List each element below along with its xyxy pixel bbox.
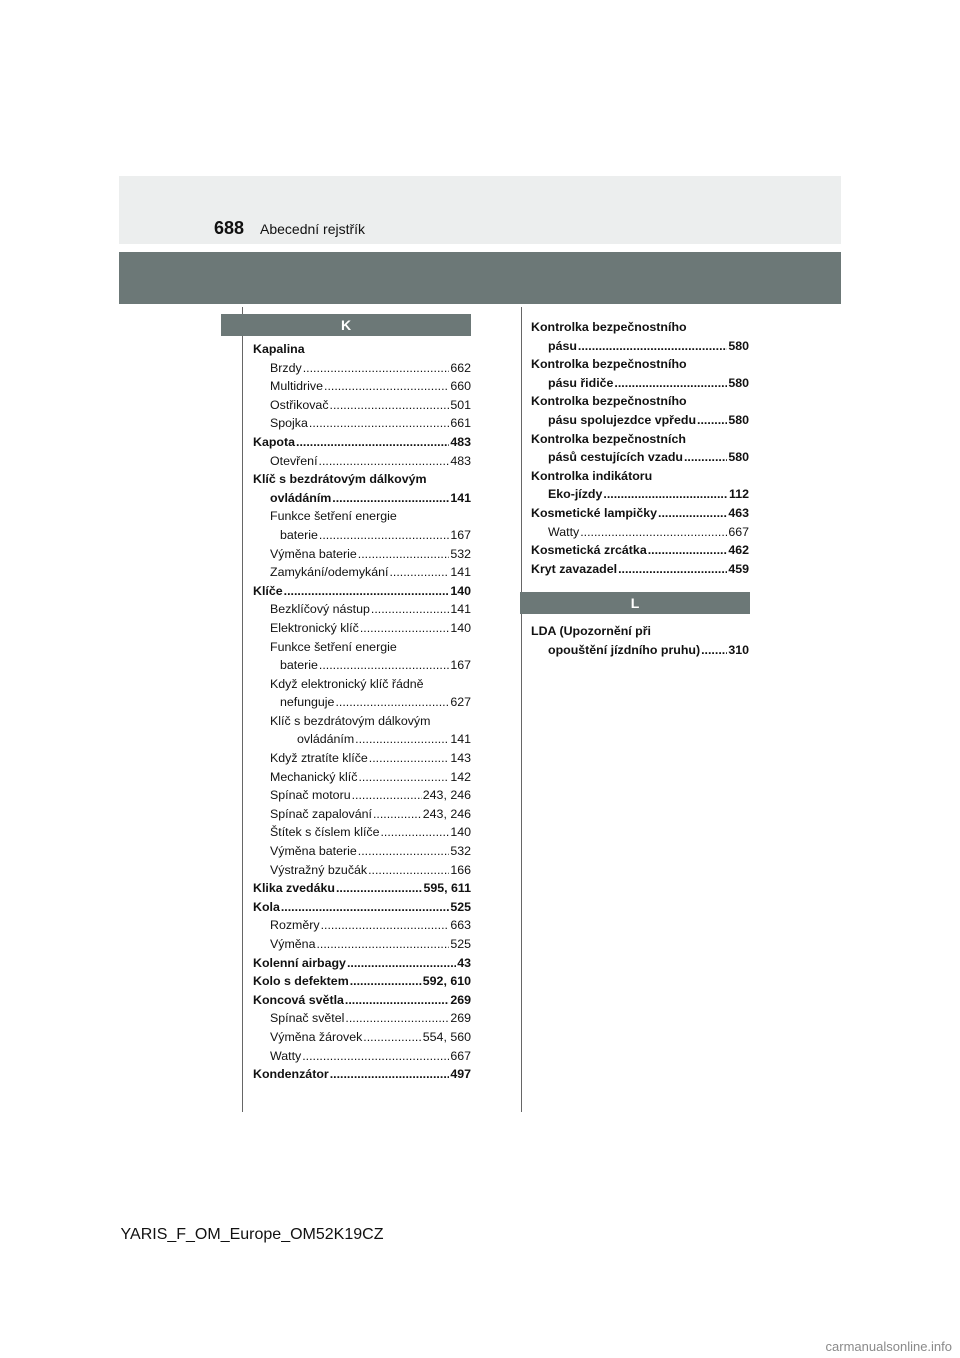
dot-leader <box>319 656 449 675</box>
index-entry <box>253 823 471 842</box>
index-column-1 <box>253 314 471 1084</box>
index-entry-text: Spínač motoru <box>270 788 351 803</box>
index-entry <box>253 805 471 824</box>
dot-leader <box>618 560 727 579</box>
index-entry <box>253 954 471 973</box>
index-entry-text: baterie <box>280 527 318 542</box>
index-entry-page: 142 <box>450 769 471 784</box>
column-divider-middle <box>521 307 522 1112</box>
index-entry-page: 667 <box>728 524 749 539</box>
index-entry-page: 592, 610 <box>422 974 471 989</box>
index-entry <box>253 638 471 675</box>
dot-leader <box>389 563 449 582</box>
index-entry-text: Otevření <box>270 453 318 468</box>
index-entry <box>531 355 749 392</box>
dot-leader <box>336 879 422 898</box>
index-entry-text: baterie <box>280 658 318 673</box>
dot-leader <box>697 411 727 430</box>
dot-leader <box>309 414 449 433</box>
index-entry-page: 140 <box>450 620 471 635</box>
index-entry <box>253 563 471 582</box>
index-entry-page: 483 <box>450 453 471 468</box>
index-entry-page: 140 <box>450 825 471 840</box>
index-entry-page: 243, 246 <box>422 788 471 803</box>
index-entry-text: Watty <box>548 524 580 539</box>
index-column-2 <box>531 318 749 660</box>
index-entry <box>253 507 471 544</box>
index-entry <box>253 991 471 1010</box>
index-entry-page: 463 <box>728 505 749 520</box>
index-entry-text: Funkce šetření energie <box>270 639 397 654</box>
dot-leader <box>358 768 449 787</box>
index-entry-text: Watty <box>270 1048 302 1063</box>
index-entry <box>253 1009 471 1028</box>
index-entry-text: Ostřikovač <box>270 397 329 412</box>
index-entry-page: 660 <box>450 379 471 394</box>
index-entry-text: Klíč s bezdrátovým dálkovým <box>270 713 431 728</box>
index-entry-text: Výměna baterie <box>270 844 357 859</box>
index-entry <box>253 749 471 768</box>
index-entry-text: Mechanický klíč <box>270 769 358 784</box>
index-entry <box>253 1028 471 1047</box>
index-entry <box>253 470 471 507</box>
index-entry-text: Spínač světel <box>270 1011 345 1026</box>
section-title: Abecední rejstřík <box>260 221 366 237</box>
index-entry-text: Výměna <box>270 937 316 951</box>
index-entry-text: Elektronický klíč <box>270 620 359 635</box>
index-entry <box>253 545 471 564</box>
document-code-footer <box>0 1226 960 1244</box>
dot-leader <box>347 954 456 973</box>
letter-heading-l: L <box>520 592 750 614</box>
dot-leader <box>355 730 449 749</box>
dot-leader <box>319 526 449 545</box>
dot-leader <box>316 935 449 954</box>
index-entry-page: 166 <box>450 862 471 877</box>
index-entry-page: 525 <box>450 937 471 951</box>
dot-leader <box>345 1009 449 1028</box>
index-entry <box>253 433 471 452</box>
index-entry-page: 269 <box>450 1011 471 1026</box>
index-entry <box>531 523 749 542</box>
dot-leader <box>358 842 450 861</box>
dot-leader <box>345 991 449 1010</box>
index-entry-page: 525 <box>450 899 471 914</box>
index-entry-text: Kola <box>253 899 280 914</box>
index-entry <box>253 712 471 749</box>
index-entry-page: 141 <box>450 490 471 505</box>
dot-leader <box>284 582 450 601</box>
document-code: YARIS_F_OM_Europe_OM52K19CZ <box>120 1226 384 1243</box>
index-entry <box>253 916 471 935</box>
index-entry-text: Kondenzátor <box>253 1067 329 1082</box>
index-entry-text: Kosmetické lampičky <box>531 505 658 520</box>
index-entry <box>531 541 749 560</box>
dot-leader <box>281 898 449 917</box>
index-entry-text: Výměna baterie <box>270 546 357 561</box>
index-entry-text: Klíč s bezdrátovým dálkovým <box>253 472 427 487</box>
index-entry-page: 43 <box>457 955 471 970</box>
dot-leader <box>684 448 727 467</box>
dot-leader <box>302 1047 449 1066</box>
index-entry <box>253 861 471 880</box>
dot-leader <box>358 545 450 564</box>
index-entry <box>253 452 471 471</box>
index-entry <box>531 622 749 659</box>
index-entry-page: 532 <box>450 546 471 561</box>
column-divider-left <box>242 307 243 1112</box>
index-entry <box>253 1065 471 1084</box>
dot-leader <box>330 1065 450 1084</box>
index-entry-text: Kontrolka bezpečnostního <box>531 357 687 372</box>
index-entry-page: 580 <box>728 412 749 427</box>
dot-leader <box>360 619 449 638</box>
index-entry-text: Spojka <box>270 416 308 431</box>
dot-leader <box>580 523 727 542</box>
watermark: carmanualsonline.info <box>825 1339 952 1354</box>
index-entry-page: 310 <box>728 642 749 657</box>
dot-leader <box>368 861 449 880</box>
index-entry-page: 580 <box>728 338 749 353</box>
index-entry-text: Štítek s číslem klíče <box>270 825 380 840</box>
index-entry-text: pásu řidiče <box>548 375 614 390</box>
index-entry-page: 497 <box>450 1067 471 1082</box>
index-entry-text: Kolenní airbagy <box>253 955 346 970</box>
index-entry-text: nefunguje <box>280 695 335 710</box>
page-number: 688 <box>214 218 245 238</box>
index-entry-page: 167 <box>450 658 471 673</box>
index-entry-page: 667 <box>450 1048 471 1063</box>
dot-leader <box>335 693 449 712</box>
dot-leader <box>352 786 422 805</box>
index-entry-page: 243, 246 <box>422 806 471 821</box>
index-entry-text: Výměna žárovek <box>270 1029 363 1044</box>
index-entry <box>253 898 471 917</box>
letter-heading-k: K <box>221 314 471 336</box>
index-entry-text: Klíče <box>253 583 283 598</box>
index-entries-k-continued <box>531 318 749 578</box>
index-entry <box>531 318 749 355</box>
dot-leader <box>303 359 450 378</box>
index-entry <box>253 600 471 619</box>
index-entry <box>531 560 749 579</box>
index-entry-text: Kosmetická zrcátka <box>531 543 647 558</box>
index-entry-text: Když ztratíte klíče <box>270 751 368 766</box>
index-entry-page: 580 <box>728 450 749 465</box>
index-entry-text: Výstražný bzučák <box>270 862 368 877</box>
dot-leader <box>321 916 450 935</box>
index-entry-text: Funkce šetření energie <box>270 509 397 524</box>
index-entry <box>253 396 471 415</box>
dot-leader <box>701 641 727 660</box>
dot-leader <box>330 396 450 415</box>
dot-leader <box>324 377 449 396</box>
index-entry-text: Kontrolka bezpečnostního <box>531 320 687 334</box>
index-entry-text: Kapota <box>253 434 295 449</box>
index-entry-text: Kapalina <box>253 342 305 356</box>
header-dark-band <box>119 252 841 304</box>
index-entry-text: opouštění jízdního pruhu) <box>548 642 701 657</box>
index-entries-k <box>253 340 471 1084</box>
index-entry-page: 462 <box>728 543 749 558</box>
index-entry-page: 112 <box>729 487 749 502</box>
index-entry-text: Eko-jízdy <box>548 487 603 502</box>
index-entry-page: 141 <box>450 602 471 617</box>
index-entry <box>531 504 749 523</box>
index-entry-page: 532 <box>450 844 471 859</box>
index-entry-page: 661 <box>450 416 471 431</box>
index-entry-text: Když elektronický klíč řádně <box>270 676 424 691</box>
index-entry-page: 663 <box>450 918 471 933</box>
dot-leader <box>296 433 449 452</box>
dot-leader <box>371 600 449 619</box>
index-entry-text: Brzdy <box>270 360 302 375</box>
index-entry <box>253 582 471 601</box>
index-entry <box>253 675 471 712</box>
dot-leader <box>578 337 727 356</box>
dot-leader <box>363 1028 421 1047</box>
index-entry-text: Kontrolka bezpečnostního <box>531 394 687 409</box>
dot-leader <box>350 972 422 991</box>
index-entry <box>253 972 471 991</box>
index-entry-text: pásu spolujezdce vpředu <box>548 412 697 427</box>
index-entry-text: Multidrive <box>270 379 324 394</box>
index-entry-text: ovládáním <box>270 490 332 505</box>
index-entry-page: 501 <box>450 397 471 412</box>
index-entry-page: 627 <box>450 695 471 710</box>
index-entry <box>253 768 471 787</box>
index-entry-text: Bezklíčový nástup <box>270 602 370 617</box>
index-entry <box>253 935 471 954</box>
dot-leader <box>648 541 728 560</box>
index-entry <box>531 430 749 467</box>
dot-leader <box>603 485 728 504</box>
index-entry-text: Koncová světla <box>253 992 344 1007</box>
index-entry-page: 580 <box>728 375 749 390</box>
index-entry <box>253 786 471 805</box>
index-entry-text: Spínač zapalování <box>270 806 372 821</box>
index-entry-page: 143 <box>450 751 471 766</box>
index-entry-page: 595, 611 <box>423 881 471 896</box>
index-entry-text: pásů cestujících vzadu <box>548 450 683 465</box>
dot-leader <box>373 805 422 824</box>
dot-leader <box>658 504 727 523</box>
index-entry <box>253 879 471 898</box>
index-entry-page: 554, 560 <box>422 1029 471 1044</box>
index-entry-text: LDA (Upozornění při <box>531 624 651 639</box>
index-entry <box>253 377 471 396</box>
dot-leader <box>332 489 449 508</box>
index-entry-text: Kolo s defektem <box>253 974 349 989</box>
index-entry <box>253 842 471 861</box>
index-entry <box>253 340 471 359</box>
index-entry <box>531 392 749 429</box>
index-entry-text: Zamykání/odemykání <box>270 565 389 580</box>
index-entry-text: Rozměry <box>270 918 320 933</box>
index-entry-text: Kontrolka indikátoru <box>531 468 653 483</box>
dot-leader <box>380 823 449 842</box>
index-entry-text: Klika zvedáku <box>253 881 335 896</box>
index-entry-text: pásu <box>548 338 577 353</box>
index-entry-page: 459 <box>728 561 749 576</box>
index-entry-page: 483 <box>450 434 471 449</box>
index-entry <box>253 359 471 378</box>
index-entry-page: 141 <box>450 565 471 580</box>
index-entry-page: 141 <box>450 732 471 747</box>
dot-leader <box>319 452 450 471</box>
index-entry-page: 269 <box>450 992 471 1007</box>
index-entry-text: Kryt zavazadel <box>531 561 618 576</box>
index-entry-text: ovládáním <box>297 732 355 747</box>
index-entry <box>253 414 471 433</box>
index-entry-page: 167 <box>450 527 471 542</box>
index-entry-page: 140 <box>450 583 471 598</box>
index-entry <box>531 467 749 504</box>
index-entry-text: Kontrolka bezpečnostních <box>531 431 686 446</box>
dot-leader <box>369 749 450 768</box>
index-entries-l <box>531 622 749 659</box>
index-entry <box>253 1047 471 1066</box>
dot-leader <box>614 374 727 393</box>
index-entry <box>253 619 471 638</box>
index-entry-page: 662 <box>450 360 471 375</box>
